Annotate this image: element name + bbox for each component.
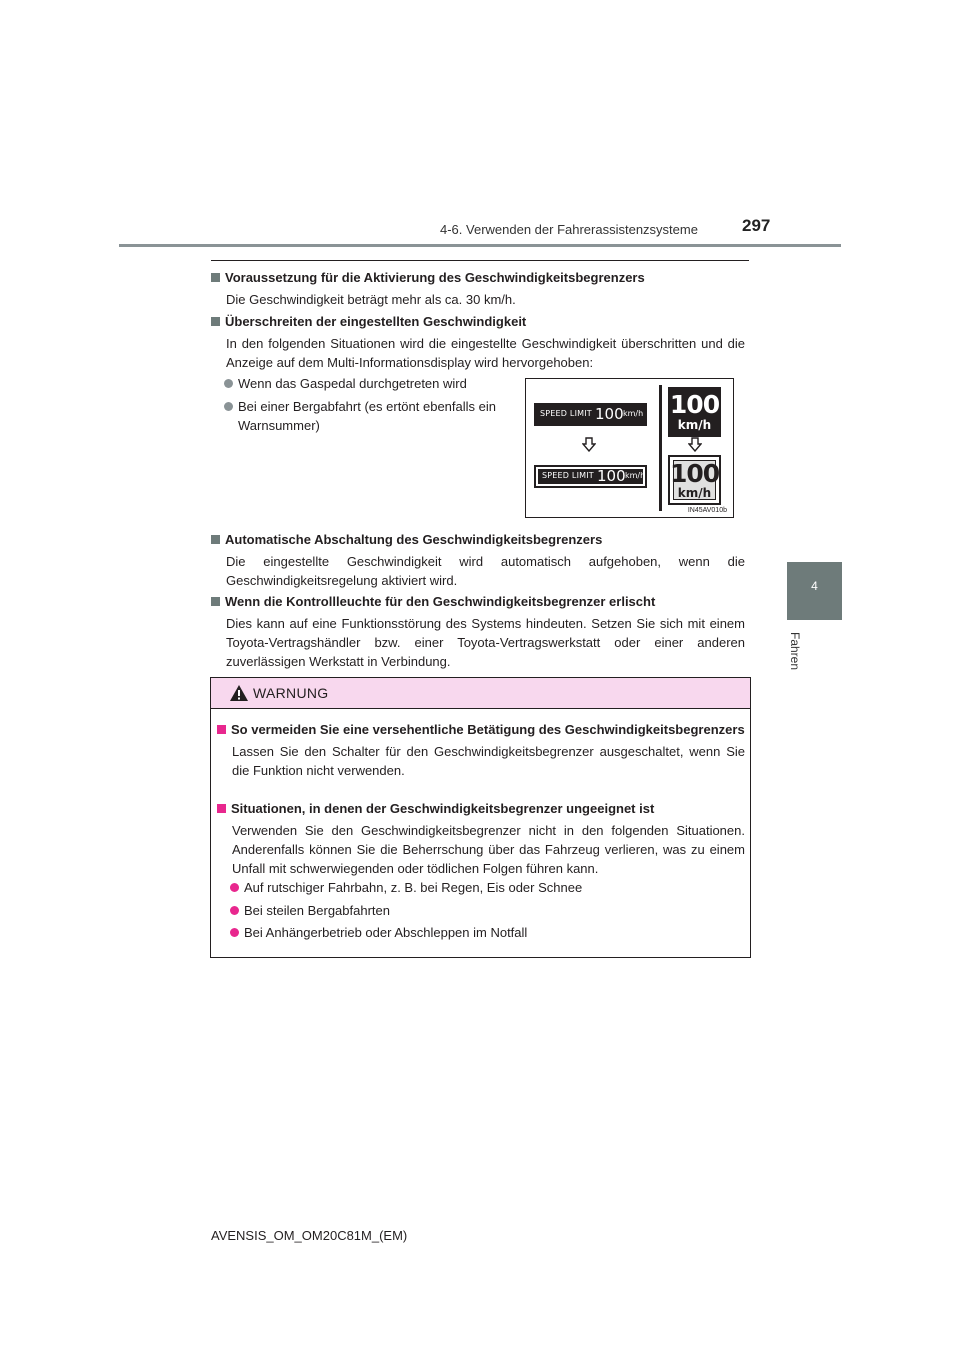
speed-limit-display-highlighted: SPEED LIMIT 100 km/h bbox=[534, 465, 647, 488]
list-item: Bei einer Bergabfahrt (es ertönt ebenfalls ein Warnsummer) bbox=[224, 397, 518, 435]
warning-section-accidental bbox=[217, 720, 745, 780]
section-text: Dies kann auf eine Funktionsstörung des Systems hindeuten. Setzen Sie sich mit einem Toyota-Vertragshändler bzw. einer Toyota-Vertragswerkstatt oder einer anderen zuverlässigen Werkstatt in Verbindung. bbox=[226, 616, 745, 669]
chapter-tab-label: Fahren bbox=[788, 631, 802, 671]
speed-sign-highlighted: 100 km/h bbox=[668, 455, 721, 505]
warning-text: Lassen Sie den Schalter für den Geschwindigkeitsbegrenzer ausgeschaltet, wenn Sie die Funktion nicht verwenden. bbox=[232, 744, 745, 778]
header-rule bbox=[119, 244, 841, 247]
illustration-divider bbox=[659, 385, 662, 511]
round-bullet-icon bbox=[230, 883, 239, 892]
warning-heading: Situationen, in denen der Geschwindigkeitsbegrenzer ungeeignet ist bbox=[217, 799, 745, 818]
square-bullet-icon bbox=[217, 725, 226, 734]
section-activation bbox=[211, 268, 745, 309]
section-exceeding bbox=[211, 312, 745, 372]
warning-header bbox=[211, 678, 750, 709]
round-bullet-icon bbox=[224, 402, 233, 411]
speed-limit-illustration bbox=[525, 378, 734, 518]
warning-heading: So vermeiden Sie eine versehentliche Betätigung des Geschwindigkeitsbegrenzers bbox=[217, 720, 745, 739]
section-auto-off bbox=[211, 530, 745, 590]
document-code: AVENSIS_OM_OM20C81M_(EM) bbox=[211, 1228, 408, 1243]
arrow-down-icon bbox=[582, 437, 596, 452]
section-heading: Überschreiten der eingestellten Geschwindigkeit bbox=[211, 312, 745, 331]
chapter-tab-number: 4 bbox=[811, 579, 818, 593]
warning-box bbox=[210, 677, 751, 958]
square-bullet-icon bbox=[211, 273, 220, 282]
speed-limit-display-normal: SPEED LIMIT 100 km/h bbox=[534, 403, 647, 426]
round-bullet-icon bbox=[224, 379, 233, 388]
chapter-tab[interactable] bbox=[787, 562, 842, 620]
header-section-title: 4-6. Verwenden der Fahrerassistenzsysteme bbox=[440, 222, 698, 237]
list-item: Bei steilen Bergabfahrten bbox=[230, 901, 744, 920]
chapter-tab-label-wrap bbox=[788, 628, 802, 674]
square-bullet-icon bbox=[217, 804, 226, 813]
warning-text: Verwenden Sie den Geschwindigkeitsbegrenzer nicht in den folgenden Situationen. Anderenfalls können Sie die Beherrschung über das Fahrzeug verlieren, was zu einem Unfall mit schwerwiegenden oder tödlichen Folgen führen kann. bbox=[232, 823, 745, 876]
warning-section-unsuitable bbox=[217, 799, 745, 878]
round-bullet-icon bbox=[230, 906, 239, 915]
section-heading: Wenn die Kontrollleuchte für den Geschwindigkeitsbegrenzer erlischt bbox=[211, 592, 745, 611]
square-bullet-icon bbox=[211, 317, 220, 326]
section-heading: Voraussetzung für die Aktivierung des Geschwindigkeitsbegrenzers bbox=[211, 268, 745, 287]
section-text: In den folgenden Situationen wird die eingestellte Geschwindigkeit überschritten und die Anzeige auf dem Multi-Informationsdisplay wird hervorgehoben: bbox=[226, 336, 745, 370]
list-item: Wenn das Gaspedal durchgetreten wird bbox=[224, 374, 518, 393]
section-indicator-off bbox=[211, 592, 745, 671]
content-top-rule bbox=[211, 260, 749, 261]
section-text: Die eingestellte Geschwindigkeit wird automatisch aufgehoben, wenn die Geschwindigkeitsregelung aktiviert wird. bbox=[226, 554, 745, 588]
list-item: Bei Anhängerbetrieb oder Abschleppen im Notfall bbox=[230, 923, 744, 942]
arrow-down-icon bbox=[688, 437, 702, 452]
square-bullet-icon bbox=[211, 597, 220, 606]
square-bullet-icon bbox=[211, 535, 220, 544]
warning-title: WARNUNG bbox=[253, 685, 329, 701]
list-item: Auf rutschiger Fahrbahn, z. B. bei Regen, Eis oder Schnee bbox=[230, 878, 744, 897]
round-bullet-icon bbox=[230, 928, 239, 937]
speed-sign-normal: 100 km/h bbox=[668, 387, 721, 437]
warning-triangle-icon bbox=[229, 684, 249, 702]
section-text: Die Geschwindigkeit beträgt mehr als ca. 30 km/h. bbox=[226, 292, 516, 307]
page-number: 297 bbox=[742, 216, 771, 235]
illustration-code: IN45AV010b bbox=[687, 507, 727, 514]
section-heading: Automatische Abschaltung des Geschwindigkeitsbegrenzers bbox=[211, 530, 745, 549]
